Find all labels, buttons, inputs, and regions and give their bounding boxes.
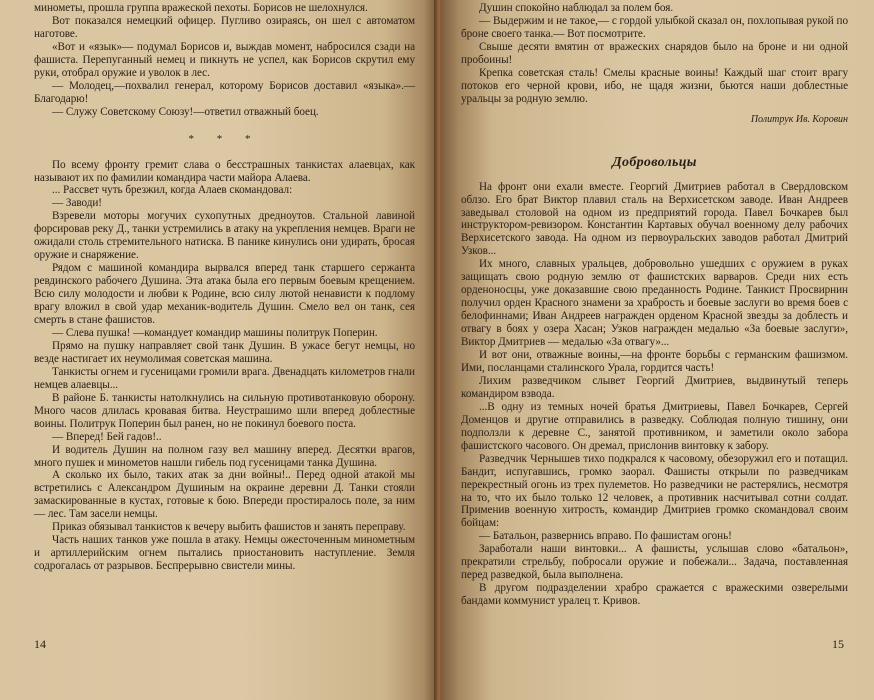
paragraph: В районе Б. танкисты натолкнулись на сильную противотанковую оборону. Много часов длилась кровавая битва. Неустрашимо шли вперед доблестные воины. Политрук Поперин был ранен, но не покинул боевого поста. [34,391,415,430]
paragraph: И вот они, отважные воины,—на фронте борьбы с германским фашизмом. Ими, посланцами сталинского Урала, гордится часть! [461,349,848,374]
paragraph: Разведчик Чернышев тихо подкрался к часовому, обезоружил его и потащил. Бандит, испугавшись, громко заорал. Фашисты открыли по разведчикам перекрестный огонь из трех пулеметов. Но разведчики не растерялись, несмотря на то, что их было только 12 человек, а противник насчитывал сотни солдат. Применив военную хитрость, командир Дмитриев громко скомандовал своим бойцам: [461,452,848,530]
paragraph: ...В одну из темных ночей братья Дмитриевы, Павел Бочкарев, Сергей Доменцов и другие отправились в разведку. Соблюдая полную тишину, они подползли к деревне С., занятой противником, и заметили около забора фашистского часового. Он дремал, прислонив винтовку к забору. [461,400,848,452]
paragraph: Их много, славных уральцев, добровольно ушедших с оружием в руках защищать свою родную землю от фашистских варваров. Среди них есть орденоносцы, уже доказавшие свою преданность Родине. Танкист Просвирнин получил орден Красного знамени за храбрость и боевые заслуги во время боев с белофиннами; Иван Андреев награжден орденом Красной звезды за доблесть и отвагу в боях у озера Хасан; Узков награжден медалью «За боевые заслуги», Виктор Дмитриев — медалью «За отвагу»... [461,258,848,349]
paragraph: Крепка советская сталь! Смелы красные воины! Каждый шаг стоит врагу потоков его черной крови, ибо, не щадя жизни, бьются наши доблестные уральцы за родную землю. [461,66,848,105]
paragraph: Лихим разведчиком слывет Георгий Дмитриев, выдвинутый теперь командиром взвода. [461,374,848,400]
paragraph: минометы, прошла группа вражеской пехоты. Борисов не шелохнулся. [34,2,368,14]
paragraph: В другом подразделении храбро сражается с вражескими озверелыми бандами коммунист уралец т. Кривов. [461,582,848,608]
paragraph: — Вперед! Бей гадов!.. [52,430,162,443]
paragraph: — Служу Советскому Союзу!—ответил отважный боец. [52,105,319,118]
paragraph: Заработали наши винтовки... А фашисты, услышав слово «батальон», прекратили стрельбу, побросали оружие и побежали... Задача, поставленная перед разведкой, была выполнена. [461,543,848,582]
paragraph: Вот показался немецкий офицер. Пугливо озираясь, он шел с автоматом наготове. [34,14,415,40]
paragraph: Прямо на пушку направляет свой танк Душин. В ужасе бегут немцы, но везде настигает их неумолимая советская машина. [34,339,415,365]
right-page [441,0,874,700]
paragraph: Рядом с машиной командира вырвался вперед танк старшего сержанта ревдинского рабочего Душина. Эта атака была его первым боевым крещением. Всю силу молодости и любви к Родине, всю силу лютой ненависти к подлому врагу вложил в свой удар механик-водитель Душин. Смело вел он танк, сея смерть в стане фашистов. [34,262,415,327]
page-number: 15 [832,637,844,651]
paragraph: ... Рассвет чуть брезжил, когда Алаев скомандовал: [52,184,293,197]
paragraph: На фронт они ехали вместе. Георгий Дмитриев работал в Свердловском облзо. Его брат Виктор плавил сталь на Верхисетском заводе. Иван Андреев заведывал столовой на одном из предприятий города. Павел Бочкарев был инструктором-ревизором. Константин Картавых обучал военному делу рабочих Верхисетского завода. На одном из первоуральских заводов работал Дмитрий Узков... [461,180,848,258]
paragraph: Взревели моторы могучих сухопутных дредноутов. Стальной лавиной форсировав реку Д., танки устремились в атаку на укрепления немцев. Враги не ожидали столь стремительного натиска. В панике кинулись они удирать, бросая оружие и снаряжение. [34,210,415,262]
paragraph: «Вот и «язык»— подумал Борисов и, выждав момент, набросился сзади на фашиста. Перепуганный немец и пикнуть не успел, как Борисов скрутил ему руки, отобрал оружие и уволок в лес. [34,40,415,79]
author-signature: Политрук Ив. Коровин [750,113,848,125]
paragraph: А сколько их было, таких атак за дни войны!.. Перед одной атакой мы встретились с Александром Душиным на окраине деревни Д. Танки стояли замаскированные в кустах, готовые к бою. Впереди простиралось поле, за ним — лес. Там засели немцы. [34,469,415,521]
paragraph: По всему фронту гремит слава о бесстрашных танкистах алаевцах, как называют их по фамилии командира части майора Алаева. [34,158,415,184]
paragraph: — Батальон, развернись вправо. По фашистам огонь! [479,530,732,543]
section-title: Добровольцы [612,154,697,170]
paragraph: Танкисты огнем и гусеницами громили врага. Двенадцать километров гнали немцев алаевцы... [34,365,415,391]
paragraph: — Молодец,—похвалил генерал, которому Борисов доставил «языка».— Благодарю! [34,79,415,105]
paragraph: Душин спокойно наблюдал за полем боя. [479,2,674,14]
paragraph: — Заводи! [52,197,102,210]
paragraph: Часть наших танков уже пошла в атаку. Немцы ожесточенным минометным и артиллерийским огнем пытались приостановить наступление. Земля содрогалась от разрывов. Беспрерывно свистели мины. [34,534,415,573]
section-separator-stars: * * * [188,132,261,145]
paragraph: Свыше десяти вмятин от вражеских снарядов было на броне и ни одной пробоины! [461,40,848,66]
paragraph: Приказ обязывал танкистов к вечеру выбить фашистов и занять переправу. [52,521,406,534]
paragraph: — Выдержим и не такое,— с гордой улыбкой сказал он, похлопывая рукой по броне своего танка.— Вот посмотрите. [461,14,848,40]
paragraph: И водитель Душин на полном газу вел машину вперед. Десятки врагов, много пушек и минометов нашли гибель под гусеницами танка Душина. [34,443,415,469]
paragraph: — Слева пушка! —командует командир машины политрук Поперин. [52,326,378,339]
page-number: 14 [34,637,46,651]
